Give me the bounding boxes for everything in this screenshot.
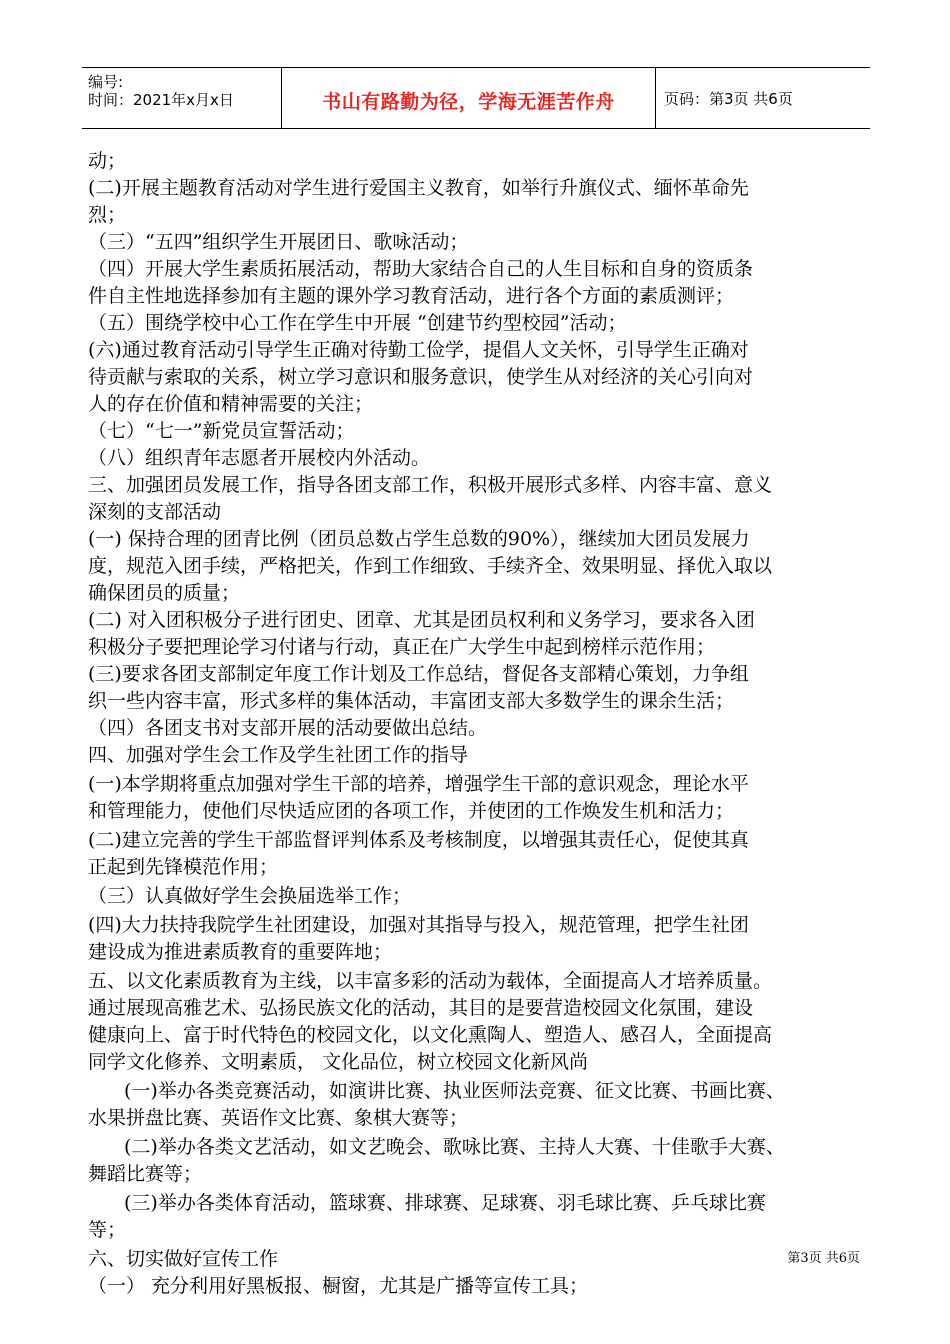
text-line: 织一些内容丰富，形式多样的集体活动，丰富团支部大多数学生的课余生活； <box>88 690 735 712</box>
text-line: 舞蹈比赛等； <box>88 1163 203 1185</box>
text-line: 同学文化修养、文明素质， 文化品位，树立校园文化新风尚 <box>88 1051 589 1073</box>
text-line: 五、以文化素质教育为主线，以丰富多彩的活动为载体，全面提高人才培养质量。 <box>88 970 773 992</box>
text-line: 待贡献与索取的关系，树立学习意识和服务意识，使学生从对经济的关心引向对 <box>88 366 754 388</box>
doc-number-label: 编号: <box>88 73 124 91</box>
header-page-label: 页码：第3页 共6页 <box>664 89 793 108</box>
document-body <box>88 148 868 1300</box>
text-line: 深刻的支部活动 <box>88 501 222 523</box>
text-line: （七）“七一”新党员宣誓活动； <box>88 420 355 442</box>
header-motto: 书山有路勤为径，学海无涯苦作舟 <box>322 90 615 113</box>
text-line: 建设成为推进素质教育的重要阵地； <box>88 941 393 963</box>
text-line: 动； <box>88 150 127 172</box>
text-line: (二) 对入团积极分子进行团史、团章、尤其是团员权利和义务学习，要求各入团 <box>88 609 755 631</box>
text-line: （五）围绕学校中心工作在学生中开展 “创建节约型校园”活动； <box>88 312 627 334</box>
text-line: 六、切实做好宣传工作 <box>88 1248 279 1270</box>
text-line: (四)大力扶持我院学生社团建设，加强对其指导与投入，规范管理，把学生社团 <box>88 914 749 936</box>
text-line: 积极分子要把理论学习付诸与行动，真正在广大学生中起到榜样示范作用； <box>88 636 716 658</box>
text-line: （三）认真做好学生会换届选举工作； <box>88 885 412 907</box>
text-line: (二)举办各类文艺活动，如文艺晚会、歌咏比赛、主持人大赛、十佳歌手大赛、 <box>124 1136 785 1158</box>
text-line: 水果拼盘比赛、英语作文比赛、象棋大赛等； <box>88 1107 469 1129</box>
text-line: 和管理能力，使他们尽快适应团的各项工作，并使团的工作焕发生机和活力； <box>88 800 735 822</box>
text-line: 三、加强团员发展工作，指导各团支部工作，积极开展形式多样、内容丰富、意义 <box>88 474 773 496</box>
text-line: 健康向上、富于时代特色的校园文化，以文化熏陶人、塑造人、感召人，全面提高 <box>88 1024 773 1046</box>
text-line: （三）“五四”组织学生开展团日、歌咏活动； <box>88 231 469 253</box>
text-line: （一） 充分利用好黑板报、橱窗，尤其是广播等宣传工具； <box>88 1275 589 1297</box>
text-line: （四）各团支书对支部开展的活动要做出总结。 <box>88 717 488 739</box>
text-line: 件自主性地选择参加有主题的课外学习教育活动，进行各个方面的素质测评； <box>88 285 735 307</box>
text-line: 通过展现高雅艺术、弘扬民族文化的活动，其目的是要营造校园文化氛围，建设 <box>88 997 754 1019</box>
text-line: 正起到先锋模范作用； <box>88 856 279 878</box>
text-line: (三)举办各类体育活动，篮球赛、排球赛、足球赛、羽毛球比赛、乒乓球比赛 <box>124 1192 766 1214</box>
text-line: (二)开展主题教育活动对学生进行爱国主义教育，如举行升旗仪式、缅怀革命先 <box>88 177 749 199</box>
text-line: (一)本学期将重点加强对学生干部的培养，增强学生干部的意识观念，理论水平 <box>88 773 749 795</box>
text-line: （八）组织青年志愿者开展校内外活动。 <box>88 447 431 469</box>
text-line: 度，规范入团手续，严格把关，作到工作细致、手续齐全、效果明显、择优入取以 <box>88 555 773 577</box>
text-line: 等； <box>88 1219 127 1241</box>
text-line: 人的存在价值和精神需要的关注； <box>88 393 374 415</box>
text-line: (一)举办各类竞赛活动，如演讲比赛、执业医师法竞赛、征文比赛、书画比赛、 <box>124 1080 785 1102</box>
text-line: 烈； <box>88 204 127 226</box>
footer-page-number: 第3页 共6页 <box>787 1251 860 1266</box>
text-line: (三)要求各团支部制定年度工作计划及工作总结，督促各支部精心策划，力争组 <box>88 663 749 685</box>
text-line: (二)建立完善的学生干部监督评判体系及考核制度，以增强其责任心，促使其真 <box>88 829 749 851</box>
header-motto-cell <box>282 68 656 128</box>
doc-time-label: 时间：2021年x月x日 <box>88 91 234 109</box>
text-line: 四、加强对学生会工作及学生社团工作的指导 <box>88 744 469 766</box>
text-line: (一) 保持合理的团青比例（团员总数占学生总数的90%），继续加大团员发展力 <box>88 528 750 550</box>
header-meta-cell <box>82 68 282 128</box>
header-page-cell <box>656 68 870 128</box>
text-line: 确保团员的质量； <box>88 582 241 604</box>
text-line: (六)通过教育活动引导学生正确对待勤工俭学，提倡人文关怀，引导学生正确对 <box>88 339 749 361</box>
text-line: （四）开展大学生素质拓展活动，帮助大家结合自己的人生目标和自身的资质条 <box>88 258 754 280</box>
page-footer <box>787 1247 860 1266</box>
page-header <box>82 67 870 129</box>
